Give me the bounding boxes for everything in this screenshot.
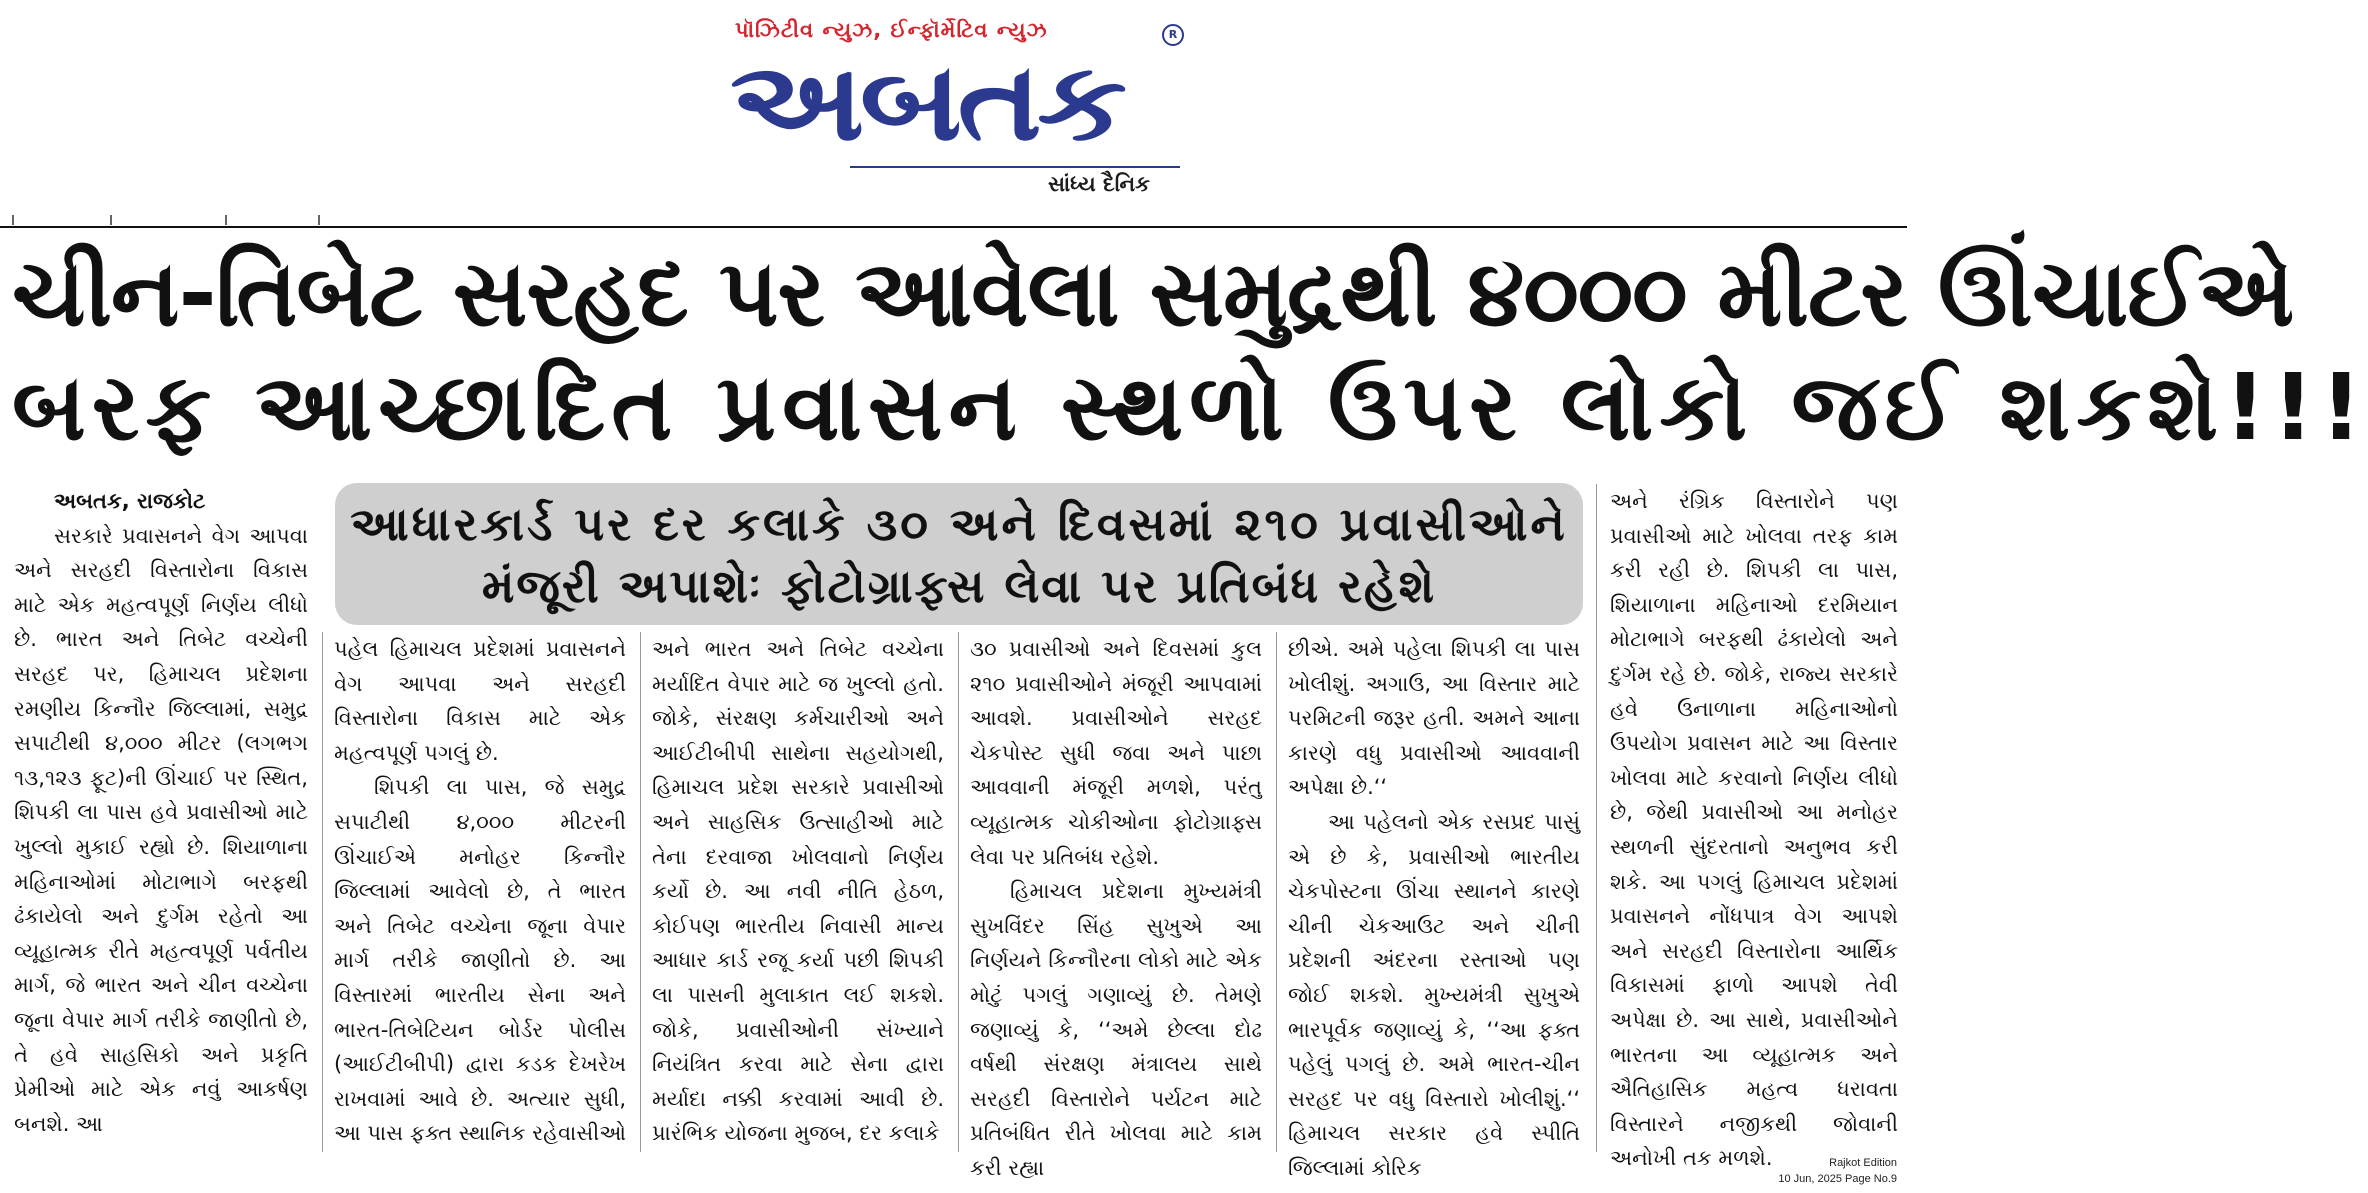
column-1-text: સરકારે પ્રવાસનને વેગ આપવા અને સરહદી વિસ્તારોના વિકાસ માટે એક મહત્વપૂર્ણ નિર્ણય લીધો છે. ભારત અને તિબેટ વચ્ચેની સરહદ પર, હિમાચલ પ્રદેશના રમણીય કિન્નૌર જિલ્લામાં, સમુદ્ર સપાટીથી ૪,૦૦૦ મીટર (લગભગ ૧૩,૧૨૩ ફૂટ)ની ઊંચાઈ પર સ્થિત, શિપકી લા પાસ હવે પ્રવાસીઓ માટે ખુલ્લો મુકાઈ રહ્યો છે. શિયાળાના મહિનાઓમાં મોટાભાગે બરફથી ઢંકાયેલો અને દુર્ગમ રહેતો આ વ્યૂહાત્મક રીતે મહત્વપૂર્ણ પર્વતીય માર્ગ, જે ભારત અને ચીન વચ્ચેના જૂના વેપાર માર્ગ તરીકે જાણીતો છે, તે હવે સાહસિકો અને પ્રકૃતિ પ્રેમીઓ માટે એક નવું આકર્ષણ બનશે. આ: [14, 523, 308, 1136]
column-divider: [1276, 632, 1277, 1152]
column-5-text-para: આ પહેલનો એક રસપ્રદ પાસું એ છે કે, પ્રવાસીઓ ભારતીય ચેકપોસ્ટના ઊંચા સ્થાનને કારણે ચીની ચેકઆઉટ અને ચીની પ્રદેશની અંદરના રસ્તાઓ પણ જોઈ શકશે. મુખ્યમંત્રી સુખુએ ભારપૂર્વક જણાવ્યું કે, ‘‘આ ફક્ત પહેલું પગલું છે. અમે ભારત-ચીન સરહદ પર વધુ વિસ્તારો ખોલીશું.‘‘ હિમાચલ સરકાર હવે સ્પીતિ જિલ્લામાં કોરિક: [1288, 809, 1580, 1180]
column-divider: [640, 632, 641, 1152]
header-tick-marks: [0, 215, 1907, 225]
edition-date-page: 10 Jun, 2025 Page No.9: [1778, 1173, 1897, 1185]
column-2-text: પહેલ હિમાચલ પ્રદેશમાં પ્રવાસનને વેગ આપવા અને સરહદી વિસ્તારોના વિકાસ માટે એક મહત્વપૂર્ણ પગલું છે.: [334, 637, 626, 765]
registered-mark-icon: R: [1162, 24, 1184, 46]
column-4-text-para: હિમાચલ પ્રદેશના મુખ્યમંત્રી સુખવિંદર સિંહ સુખુએ આ નિર્ણયને કિન્નૌરના લોકો માટે એક મોટું પગલું ગણાવ્યું છે. તેમણે જણાવ્યું કે, ‘‘અમે છેલ્લા દોઢ વર્ષથી સંરક્ષણ મંત્રાલય સાથે સરહદી વિસ્તારોને પર્યટન માટે પ્રતિબંધિત રીતે ખોલવા માટે કામ કરી રહ્યા: [970, 879, 1262, 1180]
column-divider: [1596, 484, 1597, 1152]
edition-info: [1707, 1155, 1897, 1187]
column-5-text: છીએ. અમે પહેલા શિપકી લા પાસ ખોલીશું. અગાઉ, આ વિસ્તાર માટે પરમિટની જરૂર હતી. અમને આના કારણે વધુ પ્રવાસીઓ આવવાની અપેક્ષા છે.‘‘: [1288, 637, 1580, 800]
article-column-1: [14, 484, 308, 1152]
newspaper-logo: અબતક: [730, 40, 1123, 165]
column-divider: [958, 632, 959, 1152]
column-2-text-para: શિપકી લા પાસ, જે સમુદ્ર સપાટીથી ૪,૦૦૦ મીટરની ઊંચાઈએ મનોહર કિન્નૌર જિલ્લામાં આવેલો છે, તે ભારત અને તિબેટ વચ્ચેના જૂના વેપાર માર્ગ તરીકે જાણીતો છે. આ વિસ્તારમાં ભારતીય સેના અને ભારત-તિબેટિયન બોર્ડર પોલીસ (આઈટીબીપી) દ્વારા કડક દેખરેખ રાખવામાં આવે છે. અત્યાર સુધી, આ પાસ ફક્ત સ્થાનિક રહેવાસીઓ: [334, 775, 626, 1146]
article-column-4: [970, 632, 1262, 1180]
masthead-tagline: પૉઝિટીવ ન્યુઝ, ઈન્ફૉર્મેટિવ ન્યુઝ: [735, 18, 1048, 42]
subheadline-line-1: આધારકાર્ડ પર દર કલાકે ૩૦ અને દિવસમાં ૨૧૦ પ્રવાસીઓને: [350, 497, 1568, 551]
header-rule: [0, 226, 1907, 228]
masthead-subtitle: સાંધ્ય દૈનિક: [1048, 172, 1150, 196]
column-4-text: ૩૦ પ્રવાસીઓ અને દિવસમાં કુલ ૨૧૦ પ્રવાસીઓને મંજૂરી આપવામાં આવશે. પ્રવાસીઓને સરહદ ચેકપોસ્ટ સુધી જવા અને પાછા આવવાની મંજૂરી મળશે, પરંતુ વ્યૂહાત્મક ચોકીઓના ફોટોગ્રાફ્સ લેવા પર પ્રતિબંધ રહેશે.: [970, 637, 1262, 869]
column-6-text: અને રંગ્રિક વિસ્તારોને પણ પ્રવાસીઓ માટે ખોલવા તરફ કામ કરી રહી છે. શિપકી લા પાસ, શિયાળાના મહિનાઓ દરમિયાન મોટાભાગે બરફથી ઢંકાયેલો અને દુર્ગમ રહે છે. જોકે, રાજ્ય સરકારે હવે ઉનાળાના મહિનાઓનો ઉપયોગ પ્રવાસન માટે આ વિસ્તાર ખોલવા માટે કરવાનો નિર્ણય લીધો છે, જેથી પ્રવાસીઓ આ મનોહર સ્થળની સુંદરતાનો અનુભવ કરી શકે. આ પગલું હિમાચલ પ્રદેશમાં પ્રવાસનને નોંધપાત્ર વેગ આપશે અને સરહદી વિસ્તારોના આર્થિક વિકાસમાં ફાળો આપશે તેવી અપેક્ષા છે. આ સાથે, પ્રવાસીઓને ભારતના આ વ્યૂહાત્મક અને ઐતિહાસિક મહત્વ ધરાવતા વિસ્તારને નજીકથી જોવાની અનોખી તક મળશે.: [1610, 489, 1898, 1171]
masthead: [0, 0, 1907, 230]
logo-underline: [850, 166, 1180, 168]
article-column-5: [1288, 632, 1580, 1180]
column-3-text: અને ભારત અને તિબેટ વચ્ચેના મર્યાદિત વેપાર માટે જ ખુલ્લો હતો. જોકે, સંરક્ષણ કર્મચારીઓ અને આઈટીબીપી સાથેના સહયોગથી, હિમાચલ પ્રદેશ સરકારે પ્રવાસીઓ અને સાહસિક ઉત્સાહીઓ માટે તેના દરવાજા ખોલવાનો નિર્ણય કર્યો છે. આ નવી નીતિ હેઠળ, કોઈપણ ભારતીય નિવાસી માન્ય આધાર કાર્ડ રજૂ કર્યા પછી શિપકી લા પાસની મુલાકાત લઈ શકશે. જોકે, પ્રવાસીઓની સંખ્યાને નિયંત્રિત કરવા માટે સેના દ્વારા મર્યાદા નક્કી કરવામાં આવી છે. પ્રારંભિક યોજના મુજબ, દર કલાકે: [652, 637, 944, 1146]
subheadline-line-2: મંજૂરી અપાશેઃ ફોટોગ્રાફ્સ લેવા પર પ્રતિબંધ રહેશે: [481, 559, 1437, 613]
headline-line-1: ચીન-તિબેટ સરહદ પર આવેલા સમુદ્રથી ૪૦૦૦ મીટર ઊંચાઈએ: [12, 240, 2294, 347]
edition-name: Rajkot Edition: [1829, 1157, 1897, 1169]
subheadline-box: [335, 483, 1583, 625]
article-byline: અબતક, રાજકોટ: [54, 489, 206, 513]
article-column-2: [334, 632, 626, 1152]
article-column-3: [652, 632, 944, 1152]
column-divider: [322, 632, 323, 1152]
headline-line-2: બરફ આચ્છાદિત પ્રવાસન સ્થળો ઉપર લોકો જઈ શકશે!!!: [12, 354, 2368, 461]
